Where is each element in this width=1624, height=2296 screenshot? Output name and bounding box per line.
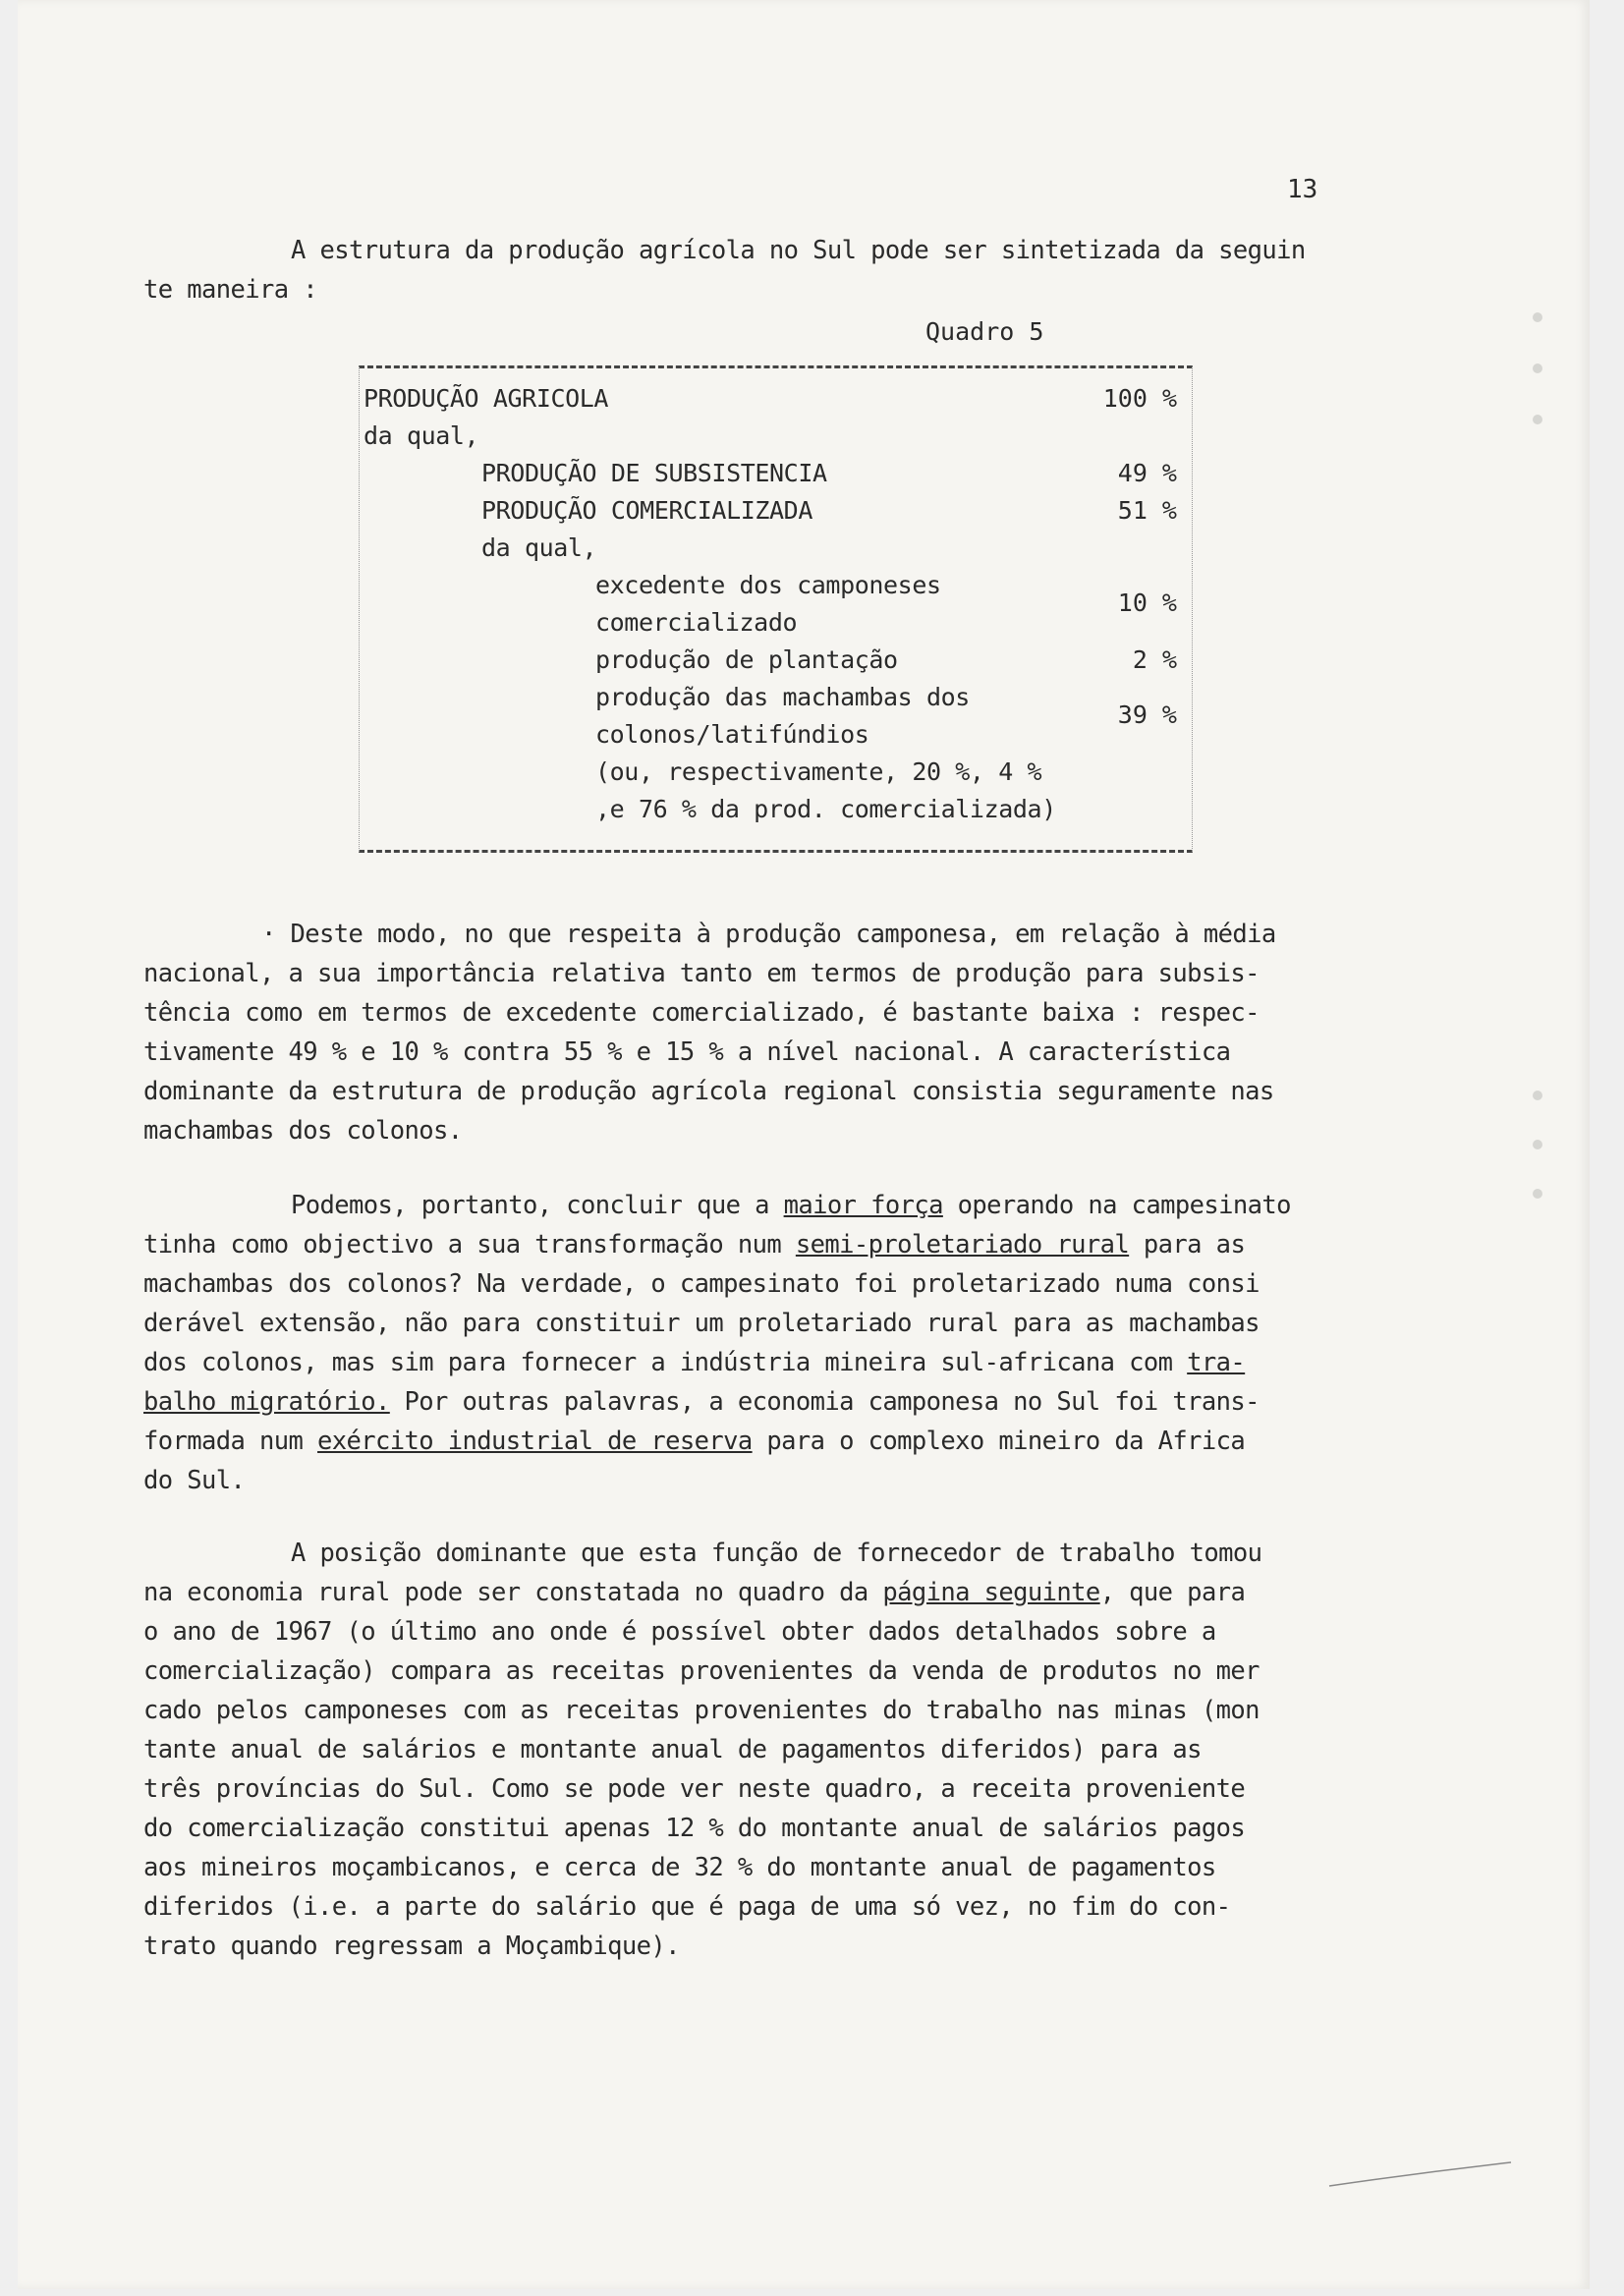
paragraph-1-line: · Deste modo, no que respeita à produção camponesa, em relação à média xyxy=(261,920,1276,949)
underlined-phrase: exército industrial de reserva xyxy=(317,1427,753,1456)
table-row-label: comercializado xyxy=(595,608,798,637)
production-table xyxy=(359,365,1193,853)
paragraph-3-line: três províncias do Sul. Como se pode ver neste quadro, a receita proveniente xyxy=(143,1774,1246,1804)
paragraph-1-line: machambas dos colonos. xyxy=(143,1116,463,1146)
table-row-label: (ou, respectivamente, 20 %, 4 % xyxy=(595,757,1042,786)
table-row-value: 100 % xyxy=(1102,384,1177,413)
table-row-label: PRODUÇÃO AGRICOLA xyxy=(364,384,609,413)
underlined-phrase: maior força xyxy=(783,1191,943,1220)
table-row-value: 10 % xyxy=(1117,588,1177,617)
paragraph-3-line: diferidos (i.e. a parte do salário que é paga de uma só vez, no fim do con- xyxy=(143,1892,1231,1922)
punch-hole-mark xyxy=(1533,1091,1542,1100)
punch-hole-mark xyxy=(1533,312,1542,322)
paragraph-3-line: do comercialização constitui apenas 12 % do montante anual de salários pagos xyxy=(143,1814,1246,1843)
table-row-label: produção das machambas dos xyxy=(595,683,970,711)
paragraph-2-line: Podemos, portanto, concluir que a maior força operando na campesinato xyxy=(291,1191,1291,1220)
punch-hole-mark xyxy=(1533,1140,1542,1149)
underlined-phrase: semi-proletariado rural xyxy=(795,1230,1130,1260)
paragraph-2-line: tinha como objectivo a sua transformação num semi-proletariado rural para as xyxy=(143,1230,1246,1260)
table-row-value: 51 % xyxy=(1117,496,1177,525)
paragraph-3-line: aos mineiros moçambicanos, e cerca de 32 % do montante anual de pagamentos xyxy=(143,1853,1216,1882)
table-row-label: PRODUÇÃO COMERCIALIZADA xyxy=(481,496,812,525)
table-title: Quadro 5 xyxy=(925,317,1044,346)
paragraph-3-line: na economia rural pode ser constatada no quadro da página seguinte, que para xyxy=(143,1578,1246,1607)
paragraph-3-line: tante anual de salários e montante anual de pagamentos diferidos) para as xyxy=(143,1735,1202,1764)
paragraph-2-line: formada num exército industrial de reserva para o complexo mineiro da Africa xyxy=(143,1427,1246,1456)
table-row-label: PRODUÇÃO DE SUBSISTENCIA xyxy=(481,459,827,487)
document-page xyxy=(18,0,1590,2289)
intro-line-1: A estrutura da produção agrícola no Sul pode ser sintetizada da seguin xyxy=(291,236,1306,265)
paragraph-1-line: tência como em termos de excedente comercializado, é bastante baixa : respec- xyxy=(143,998,1260,1028)
paragraph-1-line: nacional, a sua importância relativa tanto em termos de produção para subsis- xyxy=(143,959,1260,988)
table-row-label: da qual, xyxy=(364,421,479,450)
pencil-mark xyxy=(1324,2156,1521,2196)
table-row-value: 49 % xyxy=(1117,459,1177,487)
paragraph-3-line: A posição dominante que esta função de fornecedor de trabalho tomou xyxy=(291,1539,1262,1568)
paragraph-2-line: derável extensão, não para constituir um proletariado rural para as machambas xyxy=(143,1309,1260,1338)
underlined-phrase: página seguinte xyxy=(882,1578,1100,1607)
paragraph-3-line: trato quando regressam a Moçambique). xyxy=(143,1932,680,1961)
page-number: 13 xyxy=(1287,175,1318,204)
table-row-label: excedente dos camponeses xyxy=(595,571,941,599)
paragraph-2-line: do Sul. xyxy=(143,1466,246,1495)
table-row-label: ,e 76 % da prod. comercializada) xyxy=(595,795,1056,823)
paragraph-1-line: tivamente 49 % e 10 % contra 55 % e 15 % a nível nacional. A característica xyxy=(143,1037,1231,1067)
table-row-value: 39 % xyxy=(1117,700,1177,729)
table-row-value: 2 % xyxy=(1132,645,1177,674)
punch-hole-mark xyxy=(1533,364,1542,373)
intro-line-2: te maneira : xyxy=(143,275,318,305)
table-row-label: colonos/latifúndios xyxy=(595,720,869,749)
paragraph-2-line: balho migratório. Por outras palavras, a economia camponesa no Sul foi trans- xyxy=(143,1387,1260,1417)
paragraph-3-line: o ano de 1967 (o último ano onde é possível obter dados detalhados sobre a xyxy=(143,1617,1216,1647)
punch-hole-mark xyxy=(1533,415,1542,424)
underlined-phrase: balho migratório. xyxy=(143,1387,390,1417)
punch-hole-mark xyxy=(1533,1189,1542,1199)
paragraph-3-line: comercialização) compara as receitas provenientes da venda de produtos no mer xyxy=(143,1656,1260,1686)
paragraph-2-line: machambas dos colonos? Na verdade, o campesinato foi proletarizado numa consi xyxy=(143,1269,1260,1299)
paragraph-1-line: dominante da estrutura de produção agrícola regional consistia seguramente nas xyxy=(143,1077,1274,1106)
paragraph-2-line: dos colonos, mas sim para fornecer a indústria mineira sul-africana com tra- xyxy=(143,1348,1246,1377)
underlined-phrase: tra- xyxy=(1187,1348,1246,1377)
table-row-label: produção de plantação xyxy=(595,645,898,674)
paragraph-3-line: cado pelos camponeses com as receitas provenientes do trabalho nas minas (mon xyxy=(143,1696,1260,1725)
table-row-label: da qual, xyxy=(481,533,597,562)
